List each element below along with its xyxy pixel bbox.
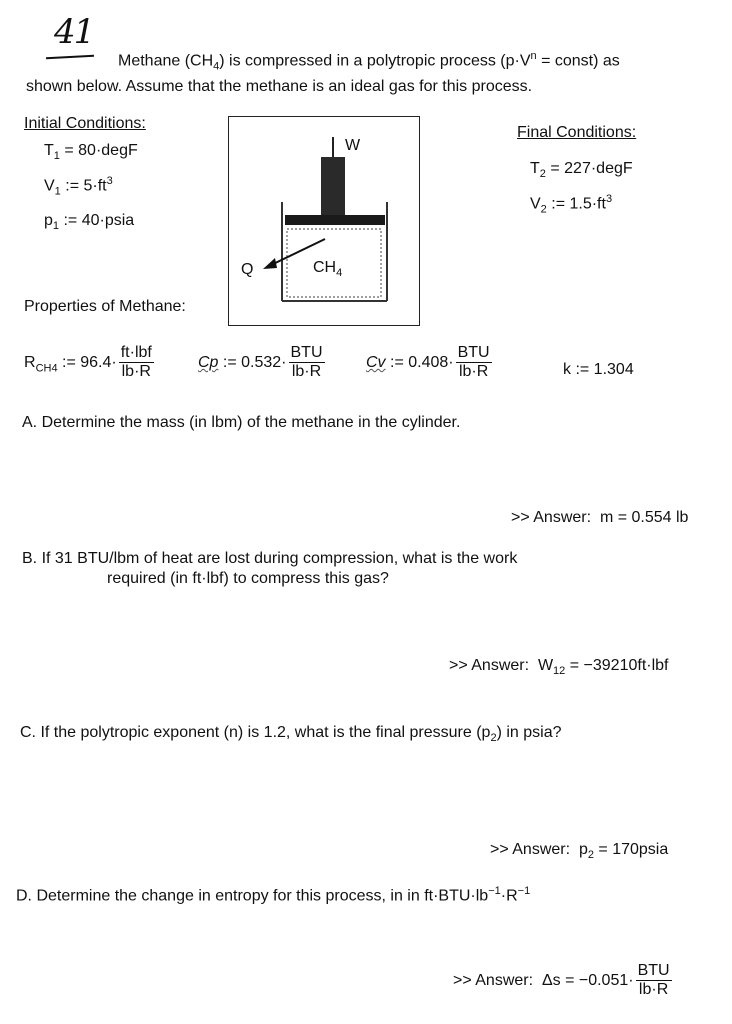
diagram-drawing [229, 117, 419, 325]
part-b-question-line-1: B. If 31 BTU/lbm of heat are lost during compression, what is the work [22, 550, 518, 567]
final-T2: $T_2$ = 227·degF [530, 160, 633, 181]
part-d-question: D. Determine the change in entropy for this process, in in $ft\cdot BTU\cdot lb^{-1}\cdot R^{-1}$ [16, 885, 531, 905]
problem-number: 41 [54, 12, 94, 52]
property-R: $R_{CH4}$ := 96.4· $\frac{\text{ft·lbf}}{lb\cdot R}$ [24, 344, 152, 381]
heat-label: Q [241, 261, 254, 278]
part-b-answer: >> Answer: $W_{12} = -39210ft\cdot lbf$ [449, 657, 669, 678]
heat-arrow-head [263, 258, 277, 269]
initial-p1: $p_1$ := 40·psia [44, 212, 135, 233]
property-k: k := 1.304 [563, 361, 634, 378]
final-V2: $V_2$ := $1.5\cdot ft^3$ [530, 193, 613, 216]
part-d-answer: >> Answer: Δs = −0.051· $\frac{\text{BTU}}{lb\cdot R}$ [453, 962, 670, 999]
final-conditions-heading: Final Conditions: [517, 124, 637, 141]
initial-V1: $V_1$ := $5\cdot ft^3$ [44, 175, 113, 198]
part-c-question: C. If the polytropic exponent (n) is 1.2, what is the final pressure $(p_2)$ in psia? [20, 724, 562, 745]
piston-head [285, 215, 385, 225]
part-a-answer: >> Answer: m = 0.554 lb [511, 509, 689, 526]
property-Cp: Cp := 0.532· $\frac{\text{BTU}}{lb\cdot R}$ [198, 344, 323, 381]
intro-line-1: Methane $(CH_4)$ is compressed in a polytropic process ($p\cdot V^n$ = const) as [118, 50, 620, 73]
intro-line-2: shown below. Assume that the methane is an ideal gas for this process. [26, 78, 533, 95]
piston-rod [321, 157, 345, 215]
work-label: W [345, 137, 361, 154]
properties-heading: Properties of Methane: [24, 298, 186, 315]
initial-conditions-heading: Initial Conditions: [24, 115, 146, 132]
piston-cylinder-diagram [228, 116, 420, 326]
initial-T1: $T_1$ = 80·degF [44, 142, 138, 163]
problem-number-underline [46, 55, 94, 60]
part-b-question-line-2: required (in ft·lbf) to compress this gas? [107, 570, 389, 587]
gas-label: $CH_4$ [313, 259, 343, 280]
part-c-answer: >> Answer: $p_2$ = 170psia [490, 841, 669, 862]
property-Cv: Cv := 0.408· $\frac{\text{BTU}}{lb\cdot R}$ [366, 344, 490, 381]
part-a-question: A. Determine the mass (in lbm) of the methane in the cylinder. [22, 414, 461, 431]
